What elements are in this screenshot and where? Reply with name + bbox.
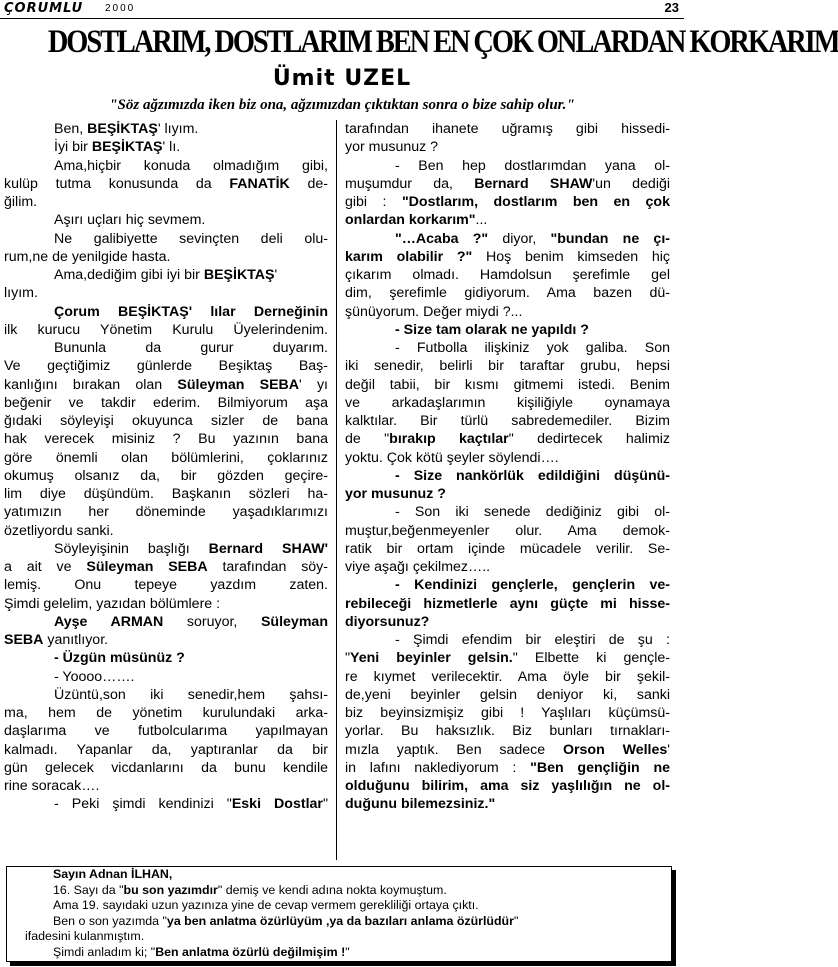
paragraph-line: ve arkadaşlarımın kişiliğiyle oynamaya [345,394,670,411]
paragraph-line: - Ben hep dostlarımdan yana ol- [395,157,670,174]
interview-question: rebileceği hizmetlerle aynı güçte mi hisse- [345,595,670,612]
interview-question: - Size tam olarak ne yapıldı ? [395,321,589,338]
paragraph-line: biz beyinsizmişiz gibi ! Yaşlıları küçümsü- [345,705,670,721]
page-number: 23 [664,0,679,15]
paragraph-line: okumuş olsanız da, bir gözden geçire- [4,467,328,484]
paragraph-line: yatımızın her döneminde yaşadıklarımızı [4,504,328,521]
article-headline: DOSTLARIM, DOSTLARIM BEN EN ÇOK ONLARDAN KORKARIM [47,24,838,60]
paragraph-line: kalmadı. Yapanlar da, yaptıranlar da bir [4,741,328,758]
paragraph-line: yorlar. Bu haksızlık. Biz bunları tırnakları- [345,723,670,740]
note-line: Ama 19. sayıdaki uzun yazınıza yine de cevap vermem gerekliliği ortaya çıktı. [53,898,479,912]
note-line: 16. Sayı da "bu son yazımdır" demiş ve kendi adına nokta koymuştum. [53,882,447,897]
paragraph-line: lim diye düşündüm. Başkanın sözleri ha- [4,486,328,502]
paragraph-line: muştur,beğenmeyenler olur. Ama demok- [345,522,670,539]
paragraph-line: duğunu bilemezsiniz." [345,796,496,813]
paragraph-line: "Yeni beyinler gelsin." Elbette ki gençle- [345,650,670,667]
paragraph-line: yoktu. Çok kötü şeyler söylendi…. [345,449,559,466]
paragraph-line: ratik bir ortam içinde mücadele verilir. Se- [345,540,670,557]
paragraph-line: gün gelecek vicdanlarını da bunu kendile [4,759,328,776]
paragraph-line: iki senedir, belirli bir taraftar grubu, hepsi [345,358,670,375]
paragraph-line: tarafından ihanete uğramış gibi hissedi- [345,121,670,137]
column-divider [336,120,337,860]
paragraph-line: hak verecek misiniz ? Bu yazının bana [4,431,328,448]
paragraph-line: - Peki şimdi kendinizi "Eski Dostlar" [54,796,328,813]
paragraph-line: Ama,hiçbir konuda olmadığım gibi, [54,157,328,174]
paragraph-line: olduğunu bilirim, ama siz yaşlılığın ne ol- [345,778,670,794]
paragraph-line: mızla yaptık. Ben sadece Orson Welles' [345,741,670,758]
paragraph-line: "…Acaba ?" diyor, "bundan ne çı- [395,230,670,247]
note-salutation: Sayın Adnan İLHAN, [53,867,173,881]
paragraph-line: ma, hem de yönetim kurulundaki arka- [4,705,328,721]
paragraph-line: re kıymet verilecektir. Ama öyle bir şekil- [345,668,670,685]
paragraph-line: onlardan korkarım"... [345,212,488,229]
paragraph-line: Söyleyişinin başlığı Bernard SHAW' [54,540,328,557]
paragraph-line: çıkarım olmadı. Hamdolsun şerefimle gel [345,267,670,283]
paragraph-line: Aşırı uçları hiç sevmem. [54,212,206,229]
paragraph-line: Ben, BEŞİKTAŞ' lıyım. [54,121,199,137]
newspaper-logo: ÇORUMLU [4,1,84,16]
paragraph-line: karım olabilir ?" Hoş benim kimseden hiç [345,248,670,265]
paragraph-line: Ne galibiyette sevinçten deli olu- [54,230,328,247]
interview-question: diyorsunuz? [345,613,430,630]
article-column-left [4,120,328,814]
paragraph-line: şünüyorum. Değer miydi ?... [345,303,523,320]
paragraph-line: gibi : "Dostlarım, dostlarım ben en çok [345,194,670,210]
paragraph-line: lemiş. Onu tepeye yazdım zaten. [4,577,328,594]
note-box [6,866,672,962]
paragraph-line: Şimdi gelelim, yazıdan bölümlere : [4,595,221,612]
paragraph-line: İyi bir BEŞİKTAŞ' lı. [54,139,181,156]
paragraph-line: Ayşe ARMAN soruyor, Süleyman [54,613,328,630]
paragraph-line: a ait ve Süleyman SEBA tarafından söy- [4,559,328,575]
note-line: ifadesini kulanmıştım. [25,929,145,943]
paragraph-line: lıyım. [4,285,38,302]
paragraph-line: de,yeni beyinler gelsin deniyor ki, sanki [345,686,670,703]
paragraph-line: yor musunuz ? [345,139,439,156]
paragraph-line: - Şimdi efendim bir eleştiri de şu : [395,632,670,648]
paragraph-line: değil tabii, bir kısmı gitmemi istedi. Benim [345,376,670,393]
paragraph-line: Bununla da gurur duyarım. [54,340,328,356]
paragraph-line: rum,ne de yenilgide hasta. [4,248,171,265]
note-line: Şimdi anladım ki; "Ben anlatma özürlü değilmişim !" [53,944,350,959]
paragraph-line: kulüp tutma konusunda da FANATİK de- [4,175,328,192]
paragraph-line: kalktılar. Bir türlü sabredemediler. Bizim [345,413,670,429]
interview-question: - Kendinizi gençlerle, gençlerin ve- [395,577,670,594]
paragraph-line: - Yoooo……. [54,668,135,685]
paragraph-line: özetliyordu sanki. [4,522,114,539]
paragraph-line: de "bırakıp kaçtılar" dedirtecek halimiz [345,431,671,448]
paragraph-line: viye aşağı çekilmez….. [345,559,491,575]
interview-question: - Üzgün müsünüz ? [54,650,185,667]
paragraph-line: muşumdur da, Bernard SHAW'un dediği [345,175,671,192]
paragraph-line: dim, şerefimle gidiyorum. Ama bazen dü- [345,285,670,302]
header-rule [0,18,684,19]
paragraph-line: Ama,dediğim gibi iyi bir BEŞİKTAŞ' [54,267,278,283]
paragraph-line: ğıdaki söyleyişi okuyunca sizler de bana [4,413,328,429]
paragraph-line: rine soracak…. [4,778,100,794]
paragraph-line: Ve geçtiğimiz günlerde Beşiktaş Baş- [4,358,328,375]
article-author: Ümit UZEL [272,66,412,91]
masthead [0,0,684,18]
article-epigraph: "Söz ağzımızda iken biz ona, ağzımızdan çıktıktan sonra o bize sahip olur." [109,97,575,113]
article-column-right [345,120,670,814]
paragraph-line: beğenir ve takdir ederim. Bilmiyorum aşa [4,394,328,411]
paragraph-line: - Futbolla ilişkiniz yok galiba. Son [395,340,670,356]
issue-year: 2000 [105,3,136,14]
paragraph-line: Üzüntü,son iki senedir,hem şahsı- [54,686,328,703]
interview-question: yor musunuz ? [345,486,446,502]
note-line: Ben o son yazımda "ya ben anlatma özürlüyüm ,ya da bazıları anlama özürlüdür" [53,913,519,928]
paragraph-line: göre önemli olan bölümlerini, çoklarınız [4,449,328,466]
paragraph-line: daşlarıma ve futbolcularıma yapılmayan [4,723,328,740]
interview-question: - Size nankörlük edildiğini düşünü- [395,467,670,484]
paragraph-line: - Son iki senede dediğiniz gibi ol- [395,504,670,521]
paragraph-line: kanlığını bırakan olan Süleyman SEBA' yı [4,376,328,393]
paragraph-line: in lafını naklediyorum : "Ben gençliğin ne [345,759,671,776]
paragraph-line: Çorum BEŞİKTAŞ' lılar Derneğinin [54,303,328,320]
paragraph-line: SEBA yanıtlıyor. [4,632,109,648]
paragraph-line: ğilim. [4,194,38,210]
paragraph-line: ilk kurucu Yönetim Kurulu Üyelerindenim. [4,321,328,338]
